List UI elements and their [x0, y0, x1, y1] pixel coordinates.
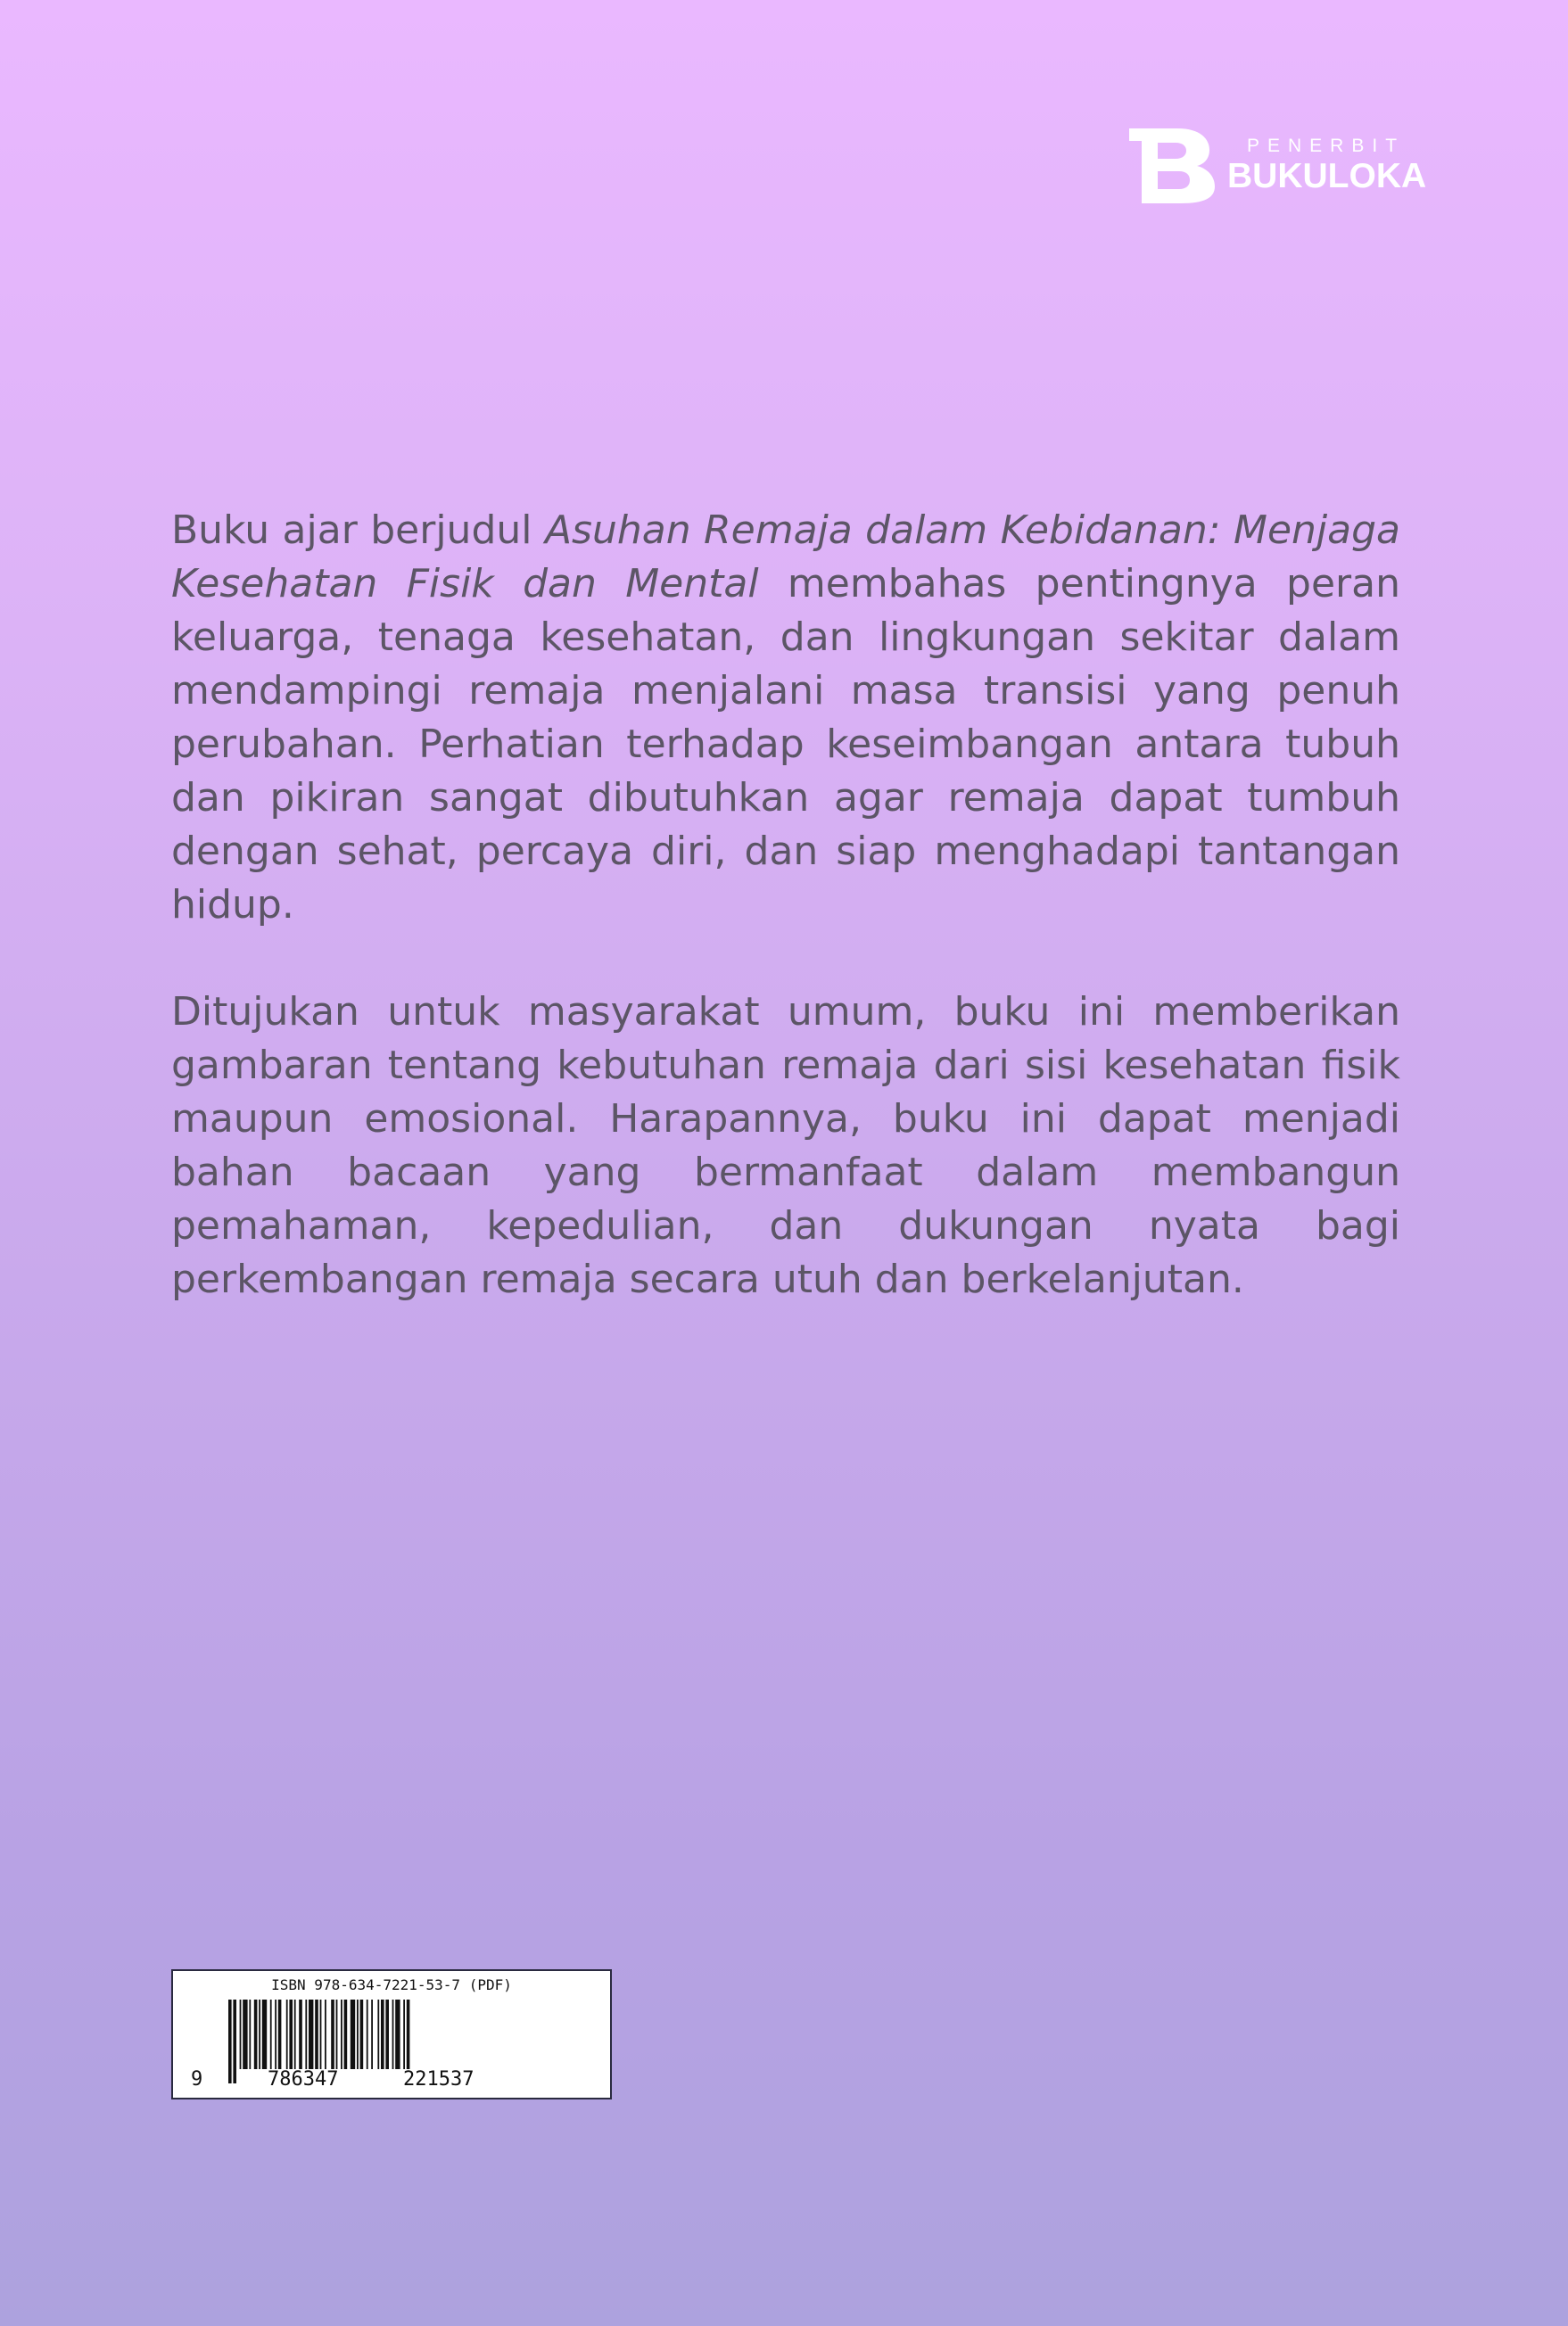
publisher-name: BUKULOKA — [1227, 157, 1427, 195]
barcode-bar — [262, 2000, 267, 2069]
barcode-bar — [240, 2000, 242, 2069]
barcode-bar — [367, 2000, 368, 2069]
barcode-bar — [351, 2000, 355, 2069]
barcode-bar — [331, 2000, 334, 2069]
barcode-bar — [259, 2000, 260, 2069]
barcode-bar — [371, 2000, 373, 2069]
barcode-bar — [294, 2000, 296, 2069]
publisher-logo — [1122, 123, 1452, 205]
isbn-barcode — [171, 1969, 612, 2099]
barcode-bar — [254, 2000, 258, 2069]
barcode-bar — [299, 2000, 302, 2069]
blurb-paragraph-2: Ditujukan untuk masyarakat umum, buku ini memberikan gambaran tentang kebutuhan remaja dari sisi kesehatan fisik maupun emosional. Harapannya, buku ini dapat menjadi bahan bacaan yang bermanfaat dalam membangun pemahaman, kepedulian, dan dukungan nyata bagi perkembangan remaja secara utuh dan berkelanjutan. — [171, 989, 1400, 1302]
barcode-bar — [320, 2000, 322, 2069]
barcode-bar — [228, 2000, 232, 2083]
barcode-bar — [270, 2000, 272, 2069]
barcode-bar — [289, 2000, 293, 2069]
barcode-bar — [309, 2000, 313, 2069]
blurb-body: membahas pentingnya peran keluarga, tenaga kesehatan, dan lingkungan sekitar dalam mendampingi remaja menjalani masa transisi yang penuh perubahan. Perhatian terhadap keseimbangan antara tubuh dan pikiran sangat dibutuhkan agar remaja dapat tumbuh dengan sehat, percaya diri, dan siap menghadapi tantangan hidup. — [171, 561, 1400, 928]
barcode-bar — [278, 2000, 282, 2069]
barcode-bar — [305, 2000, 307, 2069]
barcode-bar — [249, 2000, 251, 2069]
barcode-bar — [377, 2000, 379, 2069]
barcode-bar — [381, 2000, 384, 2069]
barcode-first-digit: 9 — [191, 2068, 203, 2091]
barcode-bar — [392, 2000, 394, 2069]
publisher-b-mark — [1122, 123, 1218, 205]
barcode-bar — [360, 2000, 364, 2069]
barcode-bar — [395, 2000, 400, 2069]
blurb-lead: Buku ajar berjudul — [171, 507, 545, 553]
barcode-bar — [403, 2000, 405, 2069]
barcode-bar — [344, 2000, 348, 2069]
barcode-bar — [275, 2000, 276, 2069]
barcode-bar — [243, 2000, 247, 2069]
isbn-label: ISBN 978-634-7221-53-7 (PDF) — [271, 1976, 512, 1993]
barcode-bar — [336, 2000, 338, 2069]
barcode-bar — [286, 2000, 288, 2069]
barcode-bar — [385, 2000, 389, 2069]
barcode-left-digits: 786347 — [264, 2069, 342, 2091]
blurb-paragraph-1 — [171, 504, 1400, 932]
barcode-bar — [341, 2000, 342, 2069]
barcode-bar — [357, 2000, 359, 2069]
back-cover-blurb — [171, 504, 1400, 1360]
book-title: Asuhan Remaja dalam Kebidanan: Menjaga Kesehatan Fisik dan Mental — [171, 507, 1400, 606]
barcode-bar — [325, 2000, 326, 2069]
barcode-bar — [233, 2000, 236, 2083]
publisher-label: PENERBIT — [1247, 136, 1406, 156]
barcode-right-digits: 221537 — [400, 2069, 477, 2091]
